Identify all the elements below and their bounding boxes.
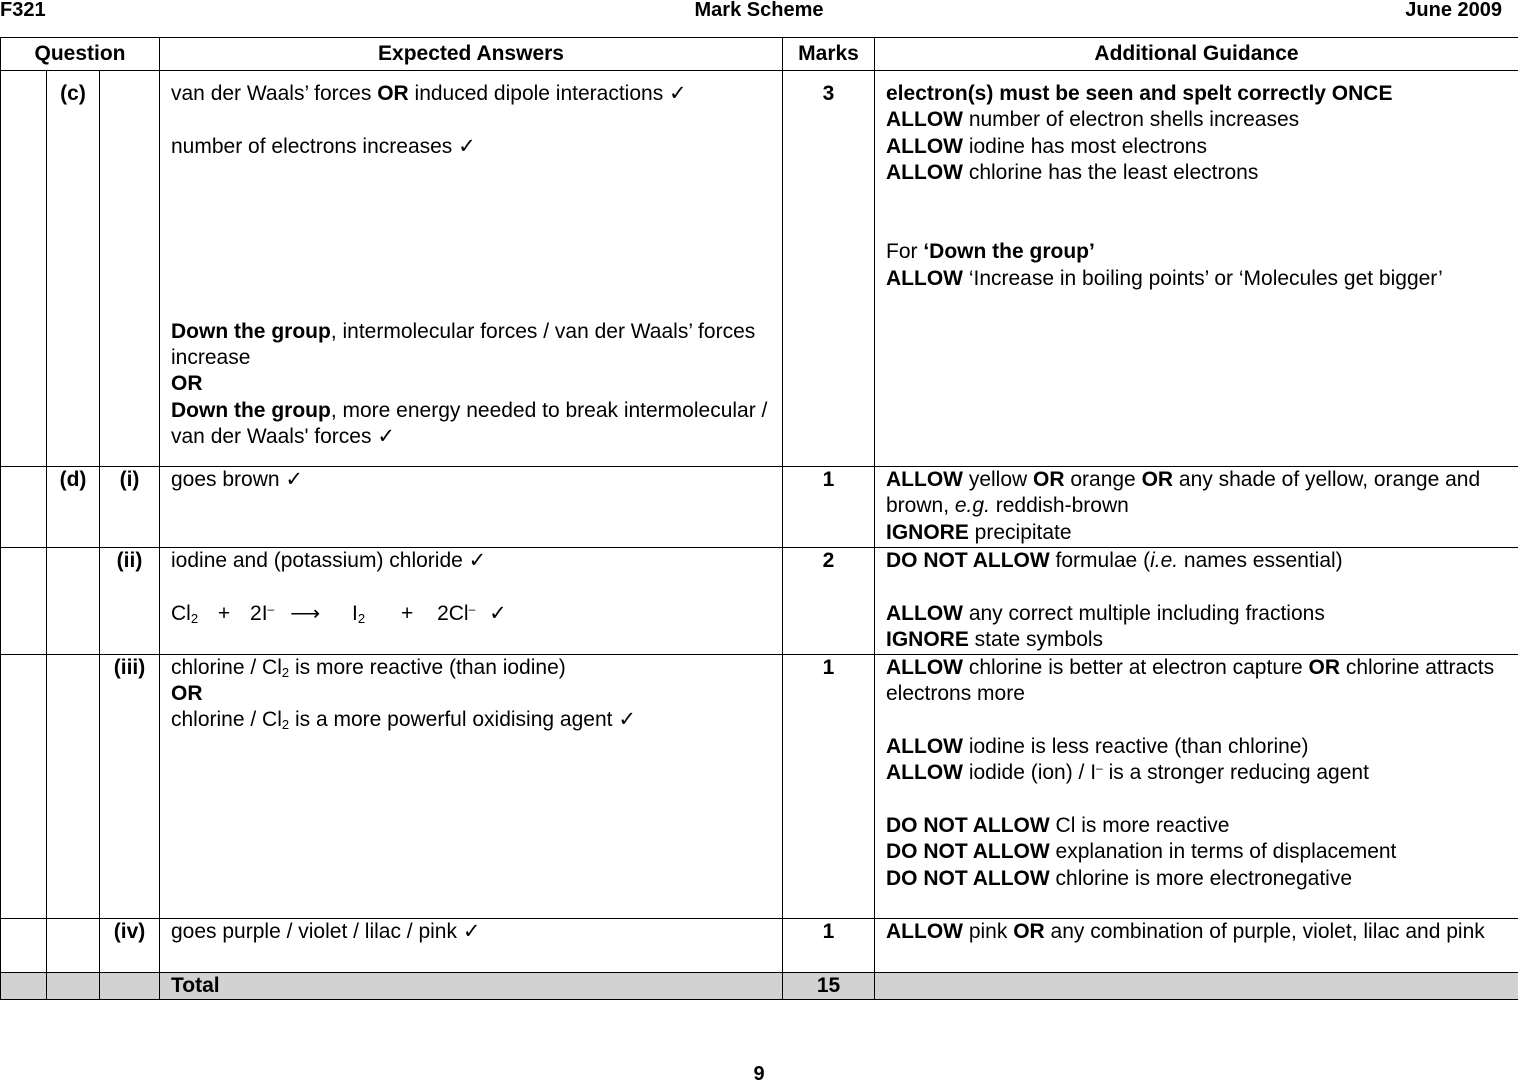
table-row [1, 467, 1518, 548]
header-date: June 2009 [1405, 0, 1502, 22]
column-header-marks: Marks [783, 38, 875, 71]
tick-icon: ✓ [669, 82, 687, 105]
expected-answer: goes brown ✓ [160, 467, 783, 548]
sub-question-label: (iii) [100, 654, 160, 918]
table-row [1, 918, 1518, 972]
sub-question-label: (iv) [100, 918, 160, 972]
tick-icon: ✓ [618, 708, 636, 731]
table-row [1, 71, 1518, 467]
sub-question-label: (ii) [100, 548, 160, 655]
tick-icon: ✓ [285, 468, 303, 491]
question-label: (c) [47, 71, 100, 467]
tick-icon: ✓ [469, 549, 487, 572]
additional-guidance: ALLOW yellow OR orange OR any shade of yellow, orange and brown, e.g. reddish-brown IGNORE precipitate [875, 467, 1518, 548]
header-code: F321 [0, 0, 46, 22]
marks-value: 1 [783, 918, 875, 972]
expected-answer: van der Waals’ forces OR induced dipole interactions ✓ number of electrons increases ✓ Down the group, intermolecular forces / van der Waals’ forces increase OR Down the group, more energy needed to break intermolecular / van der Waals' forces ✓ [160, 71, 783, 467]
column-header-question: Question [1, 38, 160, 71]
marks-value: 1 [783, 654, 875, 918]
total-label: Total [160, 972, 783, 999]
tick-icon: ✓ [489, 601, 507, 627]
total-marks: 15 [783, 972, 875, 999]
marks-value: 2 [783, 548, 875, 655]
page-number: 9 [0, 1063, 1518, 1086]
tick-icon: ✓ [463, 920, 481, 943]
reaction-arrow-icon: ⟶ [290, 601, 320, 627]
additional-guidance: ALLOW chlorine is better at electron capture OR chlorine attracts electrons more ALLOW iodine is less reactive (than chlorine) ALLOW iodide (ion) / I– is a stronger reducing agent DO NOT ALLOW Cl is more reactive DO NOT ALLOW explanation in terms of displacement DO NOT ALLOW chlorine is more electronegative [875, 654, 1518, 918]
ionic-equation: $Cl_2 + 2I^-$ ⟶ $I_2 + 2Cl^-$ ✓ [171, 601, 776, 627]
table-header-row [1, 38, 1518, 71]
marks-value: 3 [783, 71, 875, 467]
table-row [1, 548, 1518, 655]
expected-answer: iodine and (potassium) chloride ✓ $Cl_2 + 2I^-$ ⟶ $I_2 + 2Cl^-$ ✓ [160, 548, 783, 655]
header-title: Mark Scheme [0, 0, 1518, 22]
additional-guidance: electron(s) must be seen and spelt correctly ONCE ALLOW number of electron shells increases ALLOW iodine has most electrons ALLOW chlorine has the least electrons For ‘Down the group’ ALLOW ‘Increase in boiling points’ or ‘Molecules get bigger’ [875, 71, 1518, 467]
marks-value: 1 [783, 467, 875, 548]
expected-answer: chlorine / $Cl_2$ is more reactive (than iodine) OR chlorine / $Cl_2$ is a more powerful oxidising agent ✓ [160, 654, 783, 918]
sub-question-label: (i) [100, 467, 160, 548]
tick-icon: ✓ [377, 425, 395, 448]
tick-icon: ✓ [458, 135, 476, 158]
expected-answer: goes purple / violet / lilac / pink ✓ [160, 918, 783, 972]
mark-scheme-table [0, 37, 1518, 1000]
table-row [1, 654, 1518, 918]
total-row [1, 972, 1518, 999]
additional-guidance: ALLOW pink OR any combination of purple, violet, lilac and pink [875, 918, 1518, 972]
column-header-answers: Expected Answers [160, 38, 783, 71]
additional-guidance: DO NOT ALLOW formulae (i.e. names essential) ALLOW any correct multiple including fractions IGNORE state symbols [875, 548, 1518, 655]
column-header-guidance: Additional Guidance [875, 38, 1518, 71]
question-label: (d) [47, 467, 100, 548]
